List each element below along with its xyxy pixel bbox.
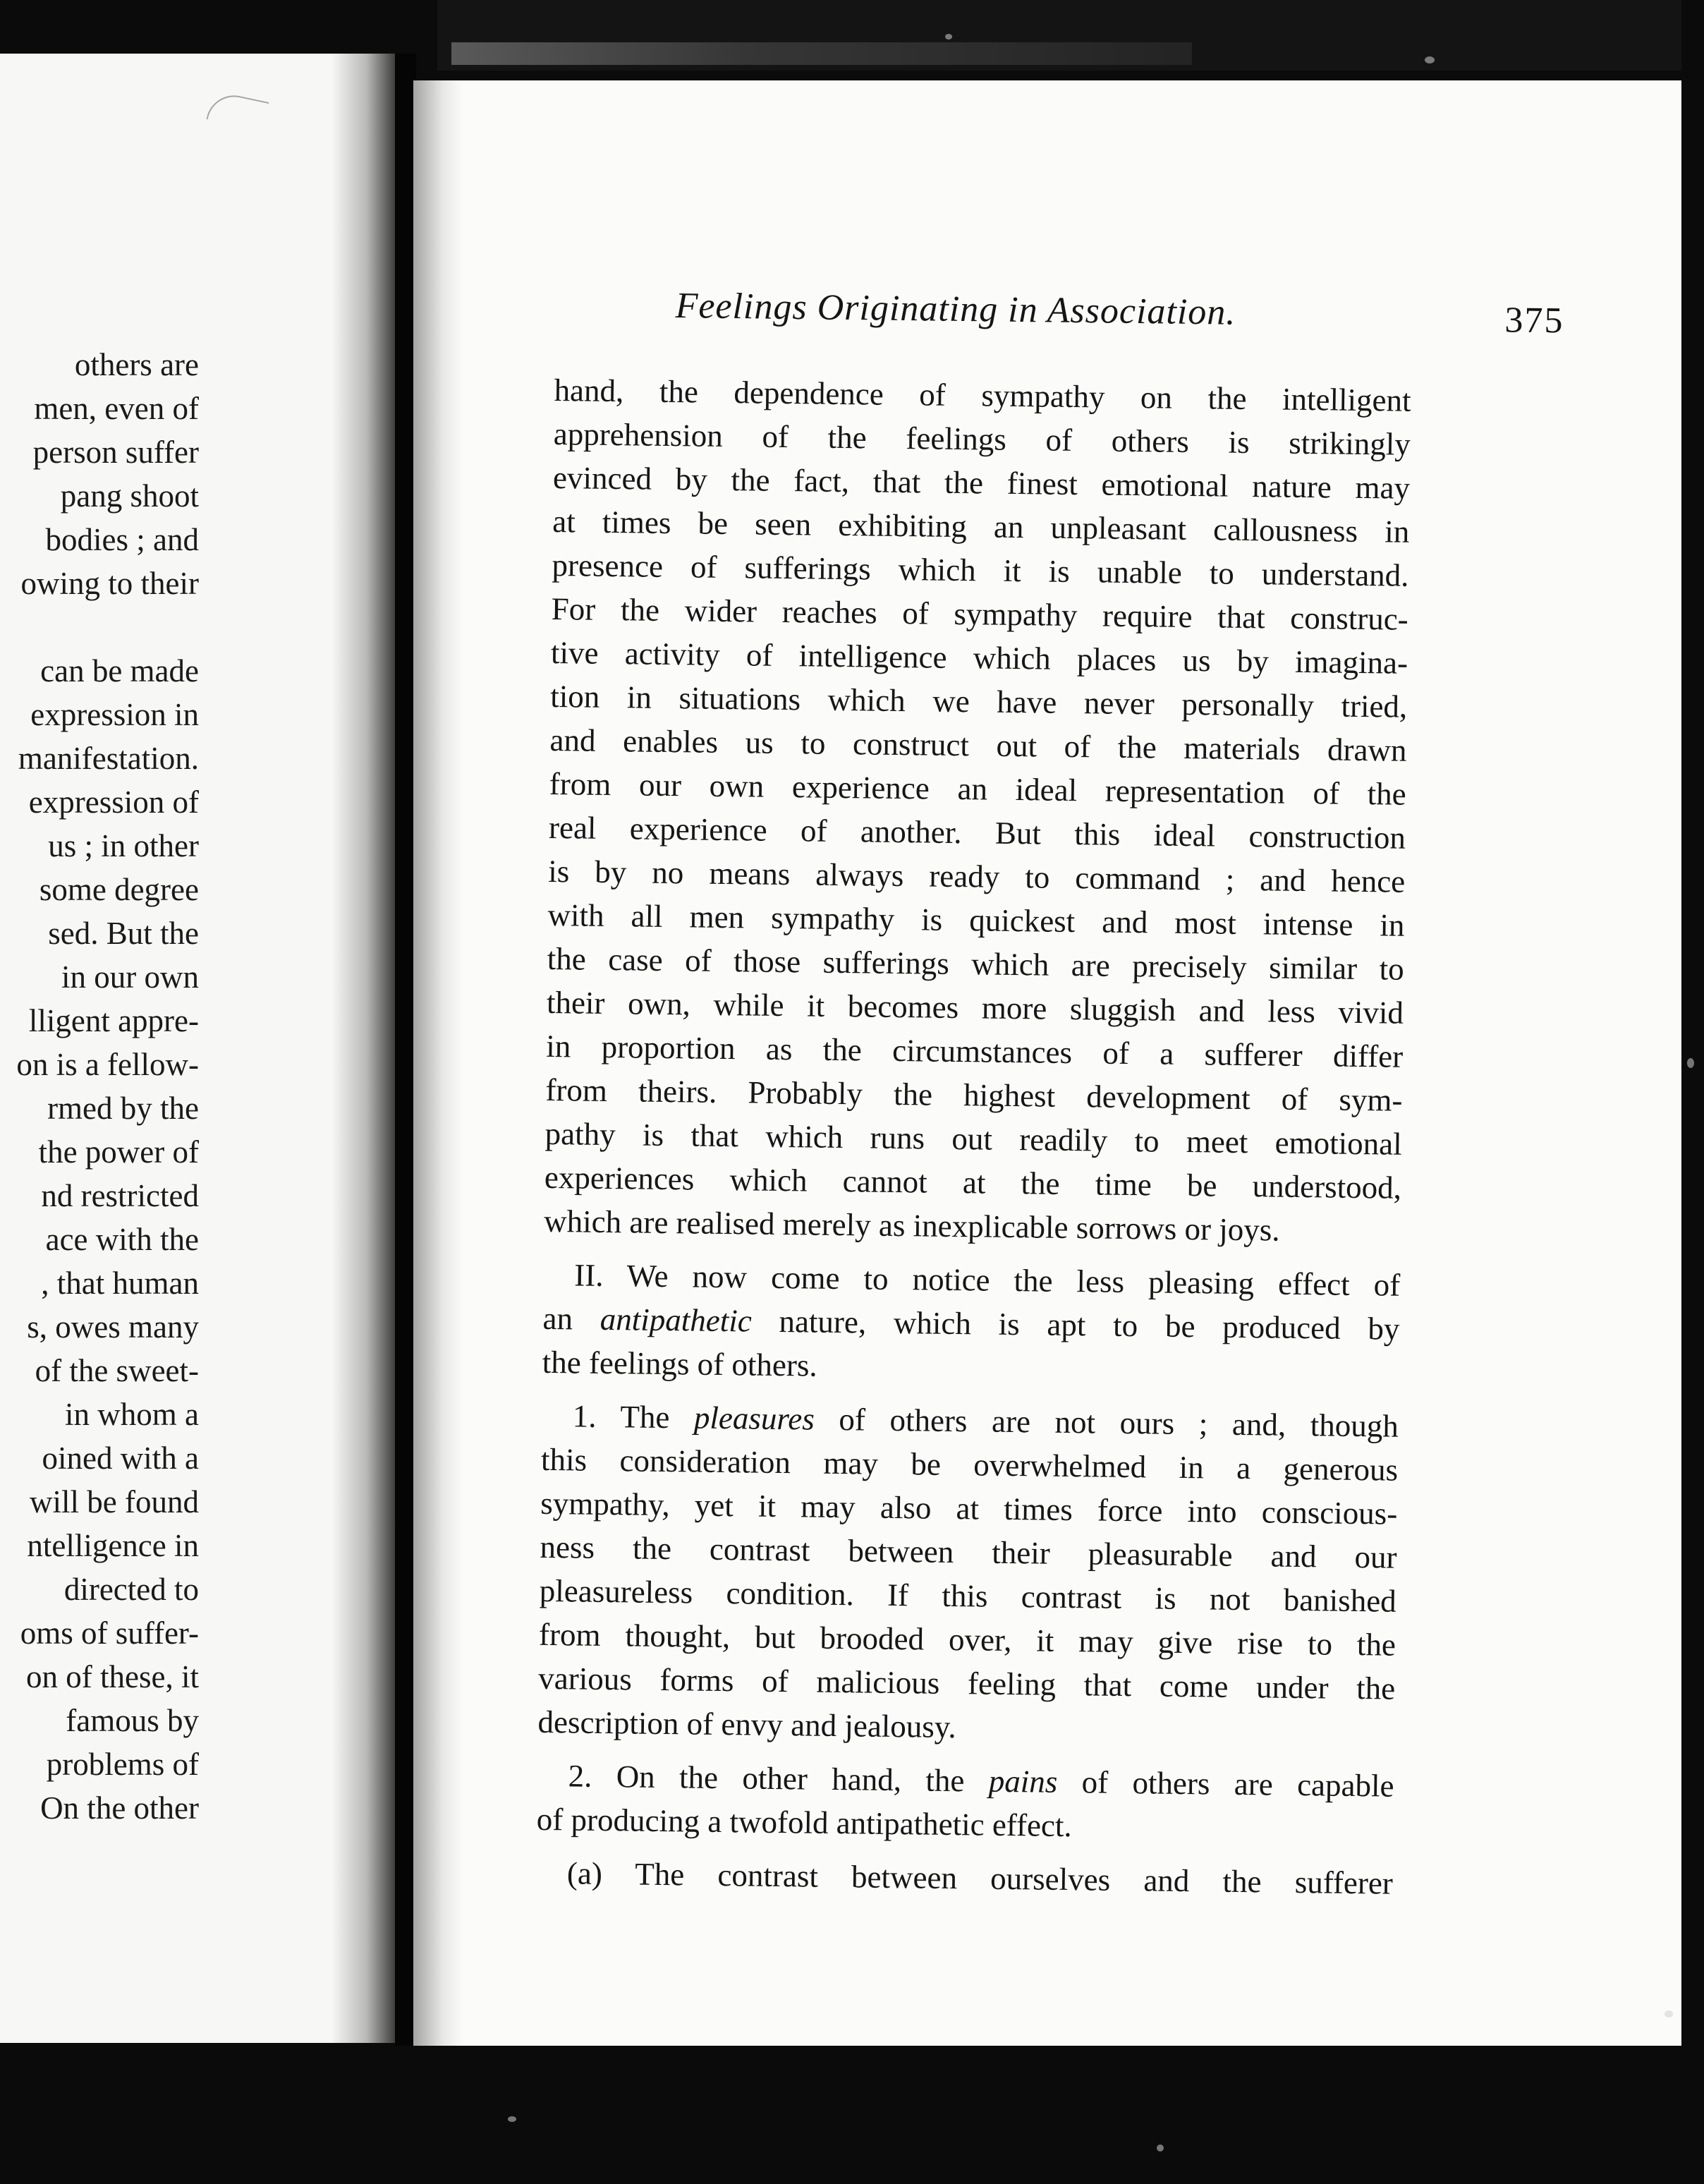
text-line: from theirs. Probably the highest development of sym- [545, 1072, 1403, 1118]
left-page-line: ace with the [45, 1222, 199, 1257]
left-page-line: in our own [61, 959, 199, 995]
left-page-line: of the sweet- [35, 1353, 199, 1388]
left-page-line: others are [74, 347, 199, 382]
text-line: at times be seen exhibiting an unpleasant callousness in [552, 503, 1410, 550]
dust-speck [1425, 56, 1435, 63]
text-line: evinced by the fact, that the finest emotional nature may [552, 459, 1411, 506]
text-line: description of envy and jealousy. [537, 1704, 957, 1745]
right-scan-border [1681, 0, 1704, 2184]
dust-speck [1157, 2144, 1164, 2152]
left-page-line: famous by [66, 1703, 199, 1738]
left-page-line: will be found [30, 1484, 199, 1519]
left-page-line: men, even of [34, 391, 199, 426]
bottom-scan-border [0, 2046, 1704, 2184]
text-line: 2. On the other hand, the pains of others are capable [568, 1758, 1394, 1804]
text-line: real experience of another. But this ideal construction [548, 809, 1406, 856]
text-line: (a) The contrast between ourselves and the sufferer [566, 1855, 1394, 1901]
paragraph-1 [544, 368, 1411, 1254]
text-line: hand, the dependence of sympathy on the intelligent [554, 372, 1411, 418]
page-number: 375 [1504, 300, 1564, 341]
text-line: the case of those sufferings which are precisely similar to [547, 940, 1404, 987]
text-line: II. We now come to notice the less pleasing effect of [573, 1257, 1401, 1303]
dust-speck [945, 34, 952, 40]
right-gutter-shadow [413, 80, 463, 2049]
text-line: tion in situations which we have never personally tried, [550, 678, 1408, 724]
paragraph-3 [537, 1394, 1399, 1754]
text-line: from thought, but brooded over, it may give rise to the [538, 1616, 1396, 1663]
left-page-line: on of these, it [26, 1659, 199, 1694]
text-line: ness the contrast between their pleasurable and our [540, 1529, 1397, 1575]
dust-speck [1687, 1058, 1694, 1068]
left-page-line: rmed by the [47, 1091, 199, 1126]
italic-term-antipathetic: antipathetic [600, 1301, 753, 1339]
top-page-edge [451, 42, 1192, 65]
body-text [536, 368, 1411, 1905]
left-page-line: person suffer [32, 435, 199, 470]
left-page-line: oms of suffer- [20, 1615, 199, 1651]
running-title: Feelings Originating in Association. [675, 285, 1236, 333]
paragraph-4 [536, 1754, 1394, 1852]
left-page-line: s, owes many [27, 1309, 199, 1345]
text-line: this consideration may be overwhelmed in a generous [540, 1441, 1399, 1488]
left-page-line: sed. But the [48, 916, 199, 951]
left-page-line: expression in [30, 697, 199, 732]
italic-term-pleasures: pleasures [693, 1400, 815, 1437]
text-line: in proportion as the circumstances of a sufferer differ [545, 1028, 1404, 1074]
running-head [675, 285, 1564, 352]
text-line: their own, while it becomes more sluggish and less vivid [546, 984, 1404, 1031]
text-line: various forms of malicious feeling that come under the [538, 1660, 1396, 1706]
dust-speck [1665, 2010, 1673, 2018]
pencil-mark [207, 90, 269, 131]
text-line: an antipathetic nature, which is apt to be produced by [542, 1300, 1400, 1347]
text-line: of producing a twofold antipathetic effect. [536, 1801, 1073, 1844]
text-line: experiences which cannot at the time be understood, [544, 1159, 1402, 1206]
text-line: with all men sympathy is quickest and most intense in [547, 897, 1405, 943]
left-page-line: lligent appre- [28, 1003, 199, 1038]
left-gutter-shadow [331, 54, 395, 2043]
left-page-line: nd restricted [41, 1178, 199, 1213]
text-line: presence of sufferings which it is unable to understand. [552, 547, 1409, 593]
italic-term-pains: pains [988, 1763, 1058, 1800]
dust-speck [508, 2116, 516, 2122]
left-page-line: can be made [40, 653, 199, 688]
paragraph-2 [542, 1253, 1400, 1395]
left-page-line: On the other [40, 1790, 199, 1826]
left-page-line: us ; in other [48, 828, 199, 863]
left-page-text [0, 343, 199, 1830]
left-page-line: oined with a [42, 1440, 199, 1476]
left-page-line: manifestation. [18, 741, 199, 776]
text-line: the feelings of others. [542, 1344, 817, 1383]
text-line: For the wider reaches of sympathy require that construc- [551, 590, 1409, 637]
text-line: is by no means always ready to command ; and hence [547, 853, 1406, 899]
left-page-line: ntelligence in [27, 1528, 199, 1563]
left-page-line: bodies ; and [45, 522, 199, 557]
text-line: pathy is that which runs out readily to meet emotional [544, 1115, 1402, 1162]
left-page-line: owing to their [20, 566, 199, 601]
left-page-line: directed to [63, 1572, 199, 1607]
left-page-line: pang shoot [60, 478, 199, 514]
left-page-line: some degree [39, 872, 199, 907]
text-line: apprehension of the feelings of others is strikingly [553, 415, 1411, 462]
left-page-line: expression of [28, 784, 199, 820]
left-page-line: on is a fellow- [16, 1047, 199, 1082]
text-line: 1. The pleasures of others are not ours ; and, though [572, 1398, 1399, 1444]
text-line: from our own experience an ideal representation of the [549, 765, 1407, 812]
right-page [413, 80, 1681, 2049]
text-line: which are realised merely as inexplicable sorrows or joys. [543, 1203, 1280, 1248]
left-page-line: problems of [46, 1747, 199, 1782]
text-line: tive activity of intelligence which places us by imagina- [550, 634, 1408, 681]
left-page-line: in whom a [65, 1397, 199, 1432]
text-line: and enables us to construct out of the materials drawn [549, 722, 1407, 768]
text-line: sympathy, yet it may also at times force into conscious- [540, 1485, 1398, 1531]
left-page-line: the power of [38, 1134, 199, 1170]
left-page-line: , that human [41, 1266, 199, 1301]
text-line: pleasureless condition. If this contrast is not banished [539, 1572, 1397, 1619]
